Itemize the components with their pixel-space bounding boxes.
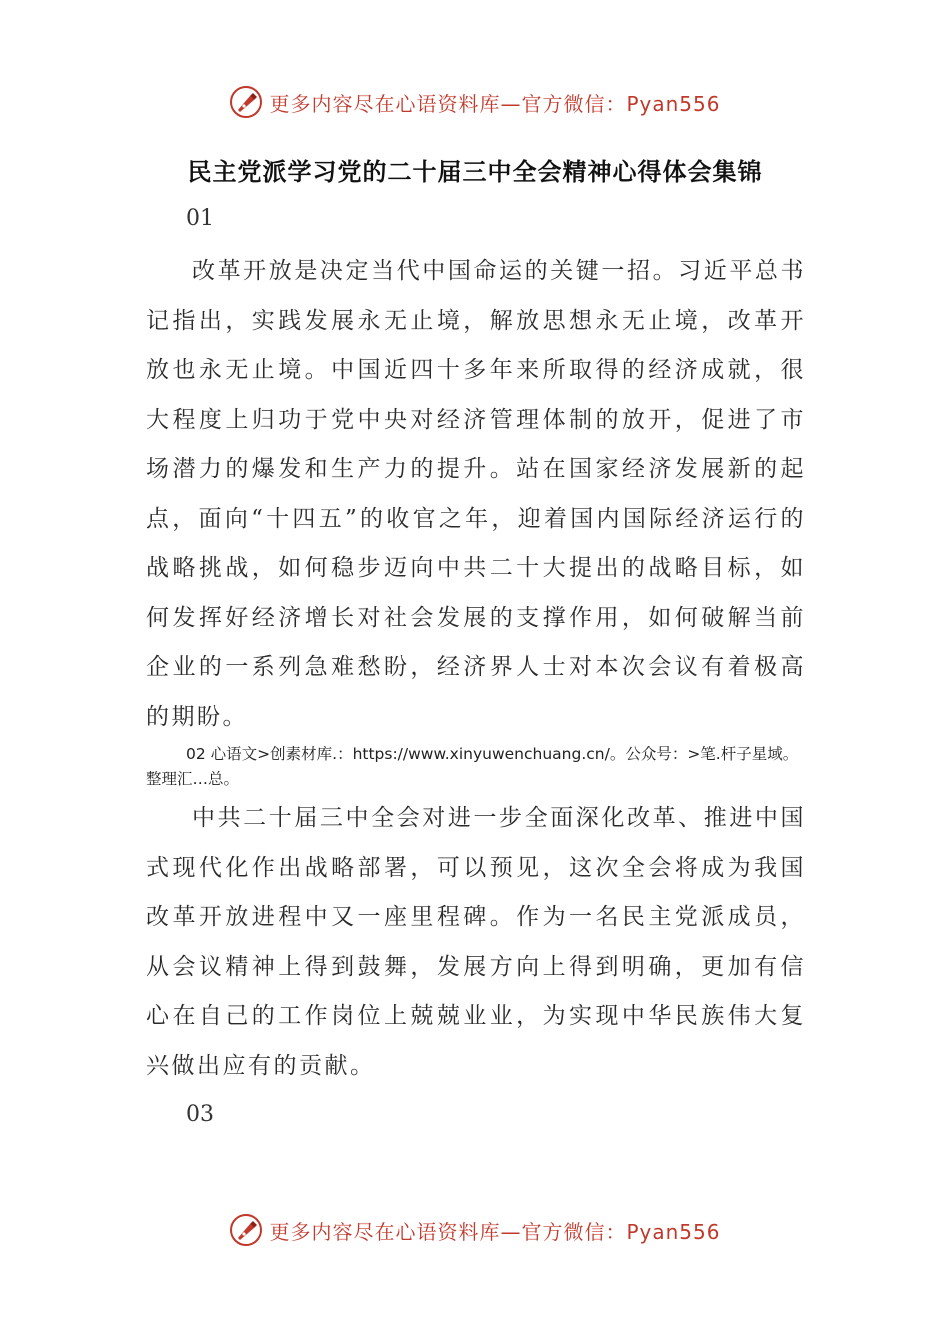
banner-text: 更多内容尽在心语资料库—官方微信：Pyan556: [269, 1219, 721, 1244]
source-note: 02 心语文>创素材库.：https://www.xinyuwenchuang.cn/。公众号：>笔.杆子星域。整理汇…总。: [146, 745, 799, 788]
banner-text: 更多内容尽在心语资料库—官方微信：Pyan556: [269, 91, 721, 116]
document-title: 民主党派学习党的二十届三中全会精神心得体会集锦: [187, 158, 763, 186]
header-banner: [0, 82, 950, 122]
section-number: 01: [186, 206, 214, 231]
section-number: 03: [186, 1102, 214, 1127]
pen-nib-logo-icon: [229, 1213, 263, 1247]
paragraph: 中共二十届三中全会对进一步全面深化改革、推进中国式现代化作出战略部署，可以预见，这次全会将成为我国改革开放进程中又一座里程碑。作为一名民主党派成员，从会议精神上得到鼓舞，发展方向上得到明确，更加有信心在自己的工作岗位上兢兢业业，为实现中华民族伟大复兴做出应有的贡献。: [146, 805, 806, 1079]
paragraph: 改革开放是决定当代中国命运的关键一招。习近平总书记指出，实践发展永无止境，解放思想永无止境，改革开放也永无止境。中国近四十多年来所取得的经济成就，很大程度上归功于党中央对经济管理体制的放开，促进了市场潜力的爆发和生产力的提升。站在国家经济发展新的起点，面向“十四五”的收官之年，迎着国内国际经济运行的战略挑战，如何稳步迈向中共二十大提出的战略目标，如何发挥好经济增长对社会发展的支撑作用，如何破解当前企业的一系列急难愁盼，经济界人士对本次会议有着极高的期盼。: [146, 258, 806, 730]
footer-banner: [0, 1210, 950, 1250]
pen-nib-logo-icon: [229, 85, 263, 119]
